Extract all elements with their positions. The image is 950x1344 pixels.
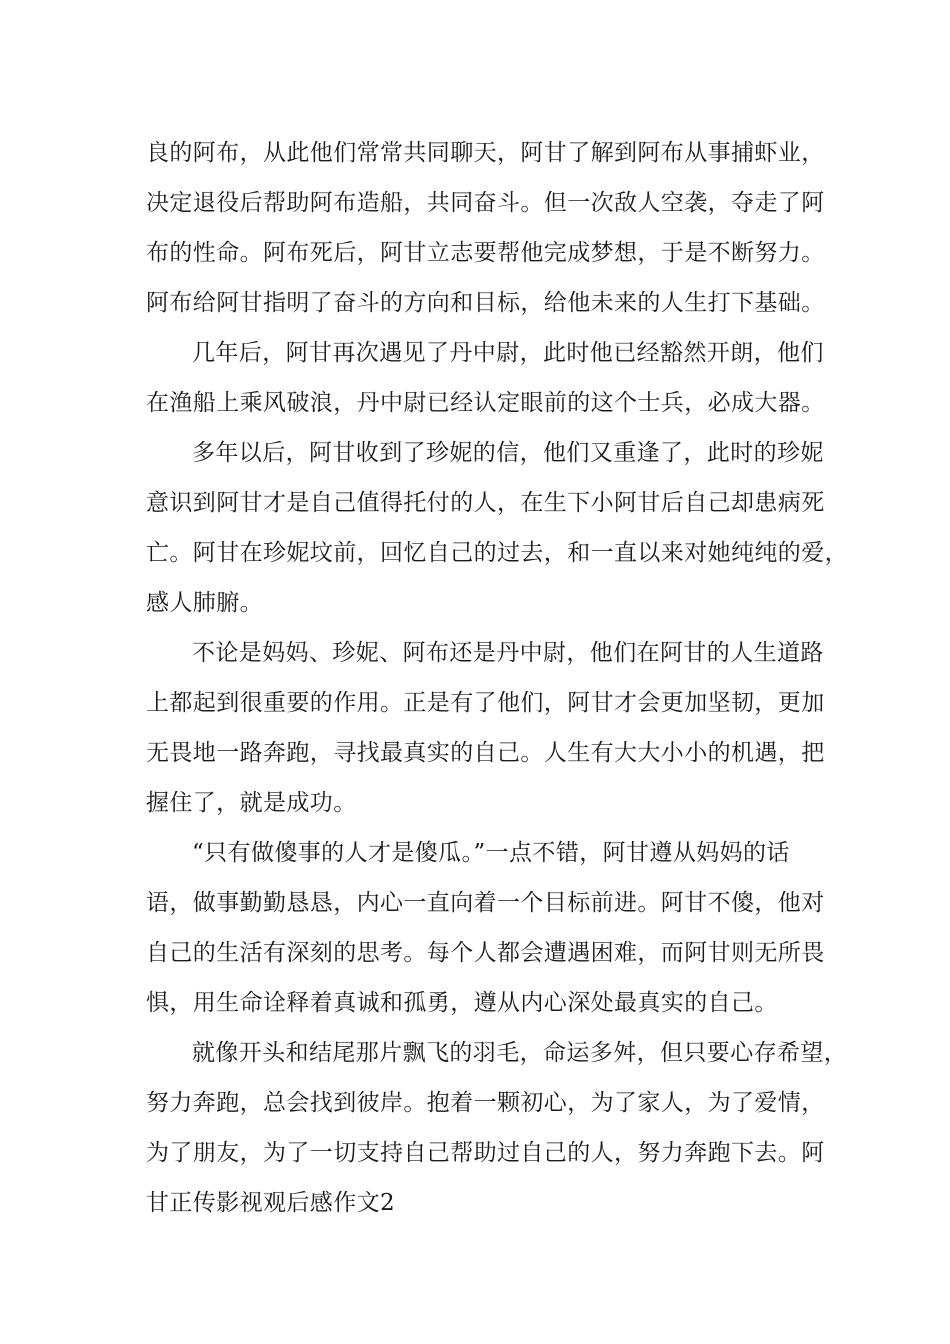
text-line: 决定退役后帮助阿布造船，共同奋斗。但一次敌人空袭，夺走了阿	[146, 190, 825, 216]
text-line: 良的阿布，从此他们常常共同聊天，阿甘了解到阿布从事捕虾业，	[146, 140, 825, 166]
text-line: 握住了，就是成功。	[146, 790, 357, 816]
document-body	[146, 128, 848, 1228]
paragraph-first-line: 不论是妈妈、珍妮、阿布还是丹中尉，他们在阿甘的人生道路	[192, 640, 824, 666]
text-line: 无畏地一路奔跑，寻找最真实的自己。人生有大大小小的机遇，把	[146, 740, 825, 766]
text-line: 意识到阿甘才是自己值得托付的人，在生下小阿甘后自己却患病死	[146, 490, 825, 516]
text-line: 感人肺腑。	[146, 590, 263, 616]
text-line: 布的性命。阿布死后，阿甘立志要帮他完成梦想，于是不断努力。	[146, 240, 825, 266]
text-line: 阿布给阿甘指明了奋斗的方向和目标，给他未来的人生打下基础。	[146, 290, 825, 316]
text-line: 语，做事勤勤恳恳，内心一直向着一个目标前进。阿甘不傻，他对	[146, 890, 825, 916]
text-line: 努力奔跑，总会找到彼岸。抱着一颗初心，为了家人，为了爱情，	[146, 1090, 825, 1116]
text-line: 在渔船上乘风破浪，丹中尉已经认定眼前的这个士兵，必成大器。	[146, 390, 825, 416]
section-title-line: 甘正传影视观后感作文2	[146, 1190, 396, 1216]
paragraph-first-line: 几年后，阿甘再次遇见了丹中尉，此时他已经豁然开朗，他们	[192, 340, 824, 366]
text-line: 自己的生活有深刻的思考。每个人都会遭遇困难，而阿甘则无所畏	[146, 940, 825, 966]
paragraph-first-line: 多年以后，阿甘收到了珍妮的信，他们又重逢了，此时的珍妮	[192, 440, 824, 466]
text-line: 惧，用生命诠释着真诚和孤勇，遵从内心深处最真实的自己。	[146, 990, 778, 1016]
text-line: 亡。阿甘在珍妮坟前，回忆自己的过去，和一直以来对她纯纯的爱，	[146, 540, 848, 566]
paragraph-first-line: “只有做傻事的人才是傻瓜。”一点不错，阿甘遵从妈妈的话	[192, 840, 790, 866]
text-line: 上都起到很重要的作用。正是有了他们，阿甘才会更加坚韧，更加	[146, 690, 825, 716]
text-line: 为了朋友，为了一切支持自己帮助过自己的人，努力奔跑下去。阿	[146, 1140, 825, 1166]
paragraph-first-line: 就像开头和结尾那片飘飞的羽毛，命运多舛，但只要心存希望，	[192, 1040, 848, 1066]
